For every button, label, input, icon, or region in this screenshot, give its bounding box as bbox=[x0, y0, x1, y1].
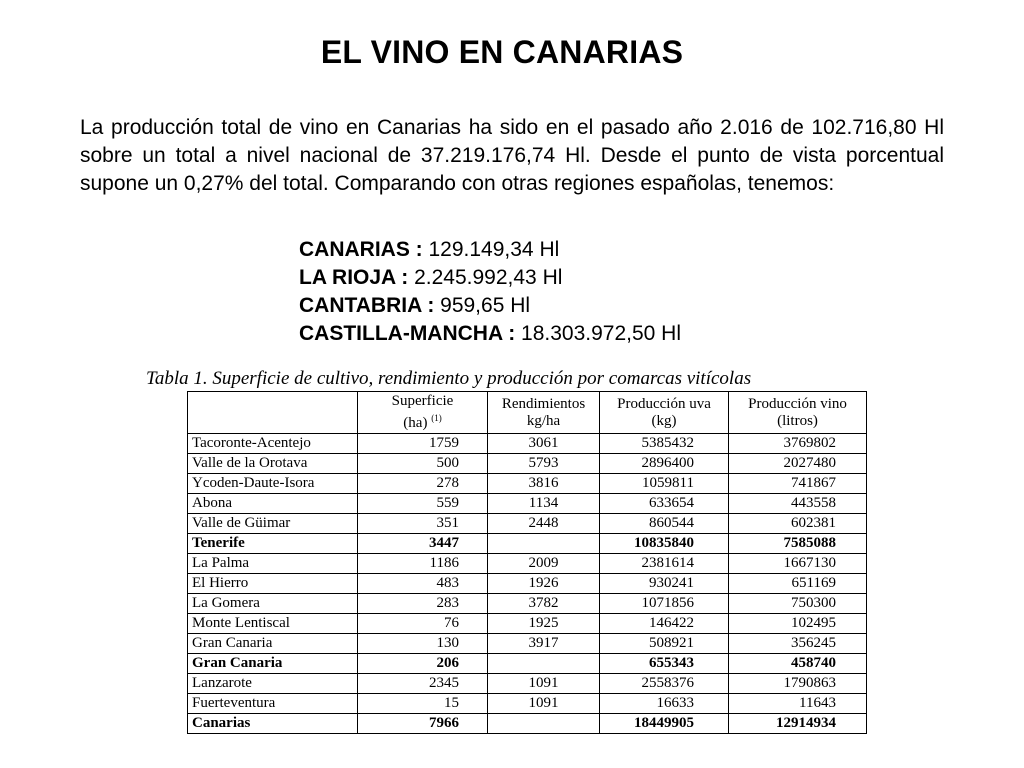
wine-table bbox=[187, 391, 867, 734]
table-row bbox=[188, 574, 867, 594]
cell-produccion-vino: 1667130 bbox=[729, 554, 867, 574]
cell-produccion-uva: 633654 bbox=[600, 494, 729, 514]
cell-superficie: 206 bbox=[358, 654, 488, 674]
cell-comarca: Valle de la Orotava bbox=[188, 454, 358, 474]
cell-comarca: El Hierro bbox=[188, 574, 358, 594]
cell-produccion-vino: 356245 bbox=[729, 634, 867, 654]
region-value: 2.245.992,43 Hl bbox=[408, 266, 563, 289]
cell-superficie: 7966 bbox=[358, 714, 488, 734]
region-name: CANARIAS : bbox=[299, 238, 423, 261]
region-value: 129.149,34 Hl bbox=[422, 238, 560, 261]
cell-comarca: Canarias bbox=[188, 714, 358, 734]
cell-produccion-uva: 5385432 bbox=[600, 434, 729, 454]
cell-superficie: 351 bbox=[358, 514, 488, 534]
cell-produccion-uva: 930241 bbox=[600, 574, 729, 594]
cell-comarca: Valle de Güimar bbox=[188, 514, 358, 534]
header-rendimientos: Rendimientos kg/ha bbox=[488, 392, 600, 434]
cell-produccion-uva: 1071856 bbox=[600, 594, 729, 614]
cell-produccion-uva: 146422 bbox=[600, 614, 729, 634]
region-name: LA RIOJA : bbox=[299, 266, 409, 289]
cell-superficie: 2345 bbox=[358, 674, 488, 694]
cell-produccion-vino: 741867 bbox=[729, 474, 867, 494]
table-row bbox=[188, 674, 867, 694]
region-name: CANTABRIA : bbox=[299, 294, 435, 317]
cell-superficie: 483 bbox=[358, 574, 488, 594]
region-value: 18.303.972,50 Hl bbox=[515, 322, 681, 345]
region-item bbox=[299, 292, 681, 320]
cell-comarca: Ycoden-Daute-Isora bbox=[188, 474, 358, 494]
footnote-mark: (1) bbox=[431, 413, 442, 423]
cell-comarca: Gran Canaria bbox=[188, 654, 358, 674]
intro-paragraph: La producción total de vino en Canarias ha sido en el pasado año 2.016 de 102.716,80 Hl sobre un total a nivel nacional de 37.219.176,74 Hl. Desde el punto de vista porcentual supone un 0,27% del total. Comparando con otras regiones españolas, tenemos: bbox=[80, 116, 944, 195]
table-row bbox=[188, 634, 867, 654]
cell-superficie: 15 bbox=[358, 694, 488, 714]
cell-produccion-vino: 458740 bbox=[729, 654, 867, 674]
cell-produccion-vino: 2027480 bbox=[729, 454, 867, 474]
cell-produccion-uva: 2896400 bbox=[600, 454, 729, 474]
header-superficie: Superficie (ha) $^{(1)}$ bbox=[358, 392, 488, 434]
cell-rendimiento: 1134 bbox=[488, 494, 600, 514]
table-row bbox=[188, 614, 867, 634]
cell-comarca: La Gomera bbox=[188, 594, 358, 614]
cell-produccion-vino: 7585088 bbox=[729, 534, 867, 554]
cell-produccion-vino: 443558 bbox=[729, 494, 867, 514]
cell-produccion-uva: 860544 bbox=[600, 514, 729, 534]
region-item bbox=[299, 236, 681, 264]
cell-rendimiento: 3816 bbox=[488, 474, 600, 494]
table-caption: Tabla 1. Superficie de cultivo, rendimiento y producción por comarcas vitícolas bbox=[146, 368, 752, 389]
cell-produccion-vino: 602381 bbox=[729, 514, 867, 534]
region-name: CASTILLA-MANCHA : bbox=[299, 322, 516, 345]
cell-superficie: 500 bbox=[358, 454, 488, 474]
table-row bbox=[188, 454, 867, 474]
cell-superficie: 76 bbox=[358, 614, 488, 634]
cell-superficie: 1759 bbox=[358, 434, 488, 454]
cell-produccion-vino: 750300 bbox=[729, 594, 867, 614]
region-value: 959,65 Hl bbox=[434, 294, 531, 317]
cell-rendimiento: 2009 bbox=[488, 554, 600, 574]
cell-produccion-vino: 3769802 bbox=[729, 434, 867, 454]
header-comarca bbox=[188, 392, 358, 434]
cell-rendimiento: 1091 bbox=[488, 674, 600, 694]
table-row bbox=[188, 714, 867, 734]
cell-rendimiento: 5793 bbox=[488, 454, 600, 474]
cell-comarca: Fuerteventura bbox=[188, 694, 358, 714]
table-row bbox=[188, 494, 867, 514]
table-header-row bbox=[188, 392, 867, 434]
cell-comarca: La Palma bbox=[188, 554, 358, 574]
cell-comarca: Monte Lentiscal bbox=[188, 614, 358, 634]
cell-rendimiento: 2448 bbox=[488, 514, 600, 534]
cell-rendimiento: 1925 bbox=[488, 614, 600, 634]
cell-produccion-vino: 11643 bbox=[729, 694, 867, 714]
cell-rendimiento: 3061 bbox=[488, 434, 600, 454]
region-item bbox=[299, 264, 681, 292]
cell-superficie: 130 bbox=[358, 634, 488, 654]
cell-comarca: Tacoronte-Acentejo bbox=[188, 434, 358, 454]
cell-rendimiento bbox=[488, 654, 600, 674]
cell-superficie: 283 bbox=[358, 594, 488, 614]
table-row bbox=[188, 694, 867, 714]
cell-comarca: Tenerife bbox=[188, 534, 358, 554]
cell-produccion-uva: 2381614 bbox=[600, 554, 729, 574]
table-row bbox=[188, 534, 867, 554]
cell-produccion-vino: 12914934 bbox=[729, 714, 867, 734]
cell-produccion-uva: 2558376 bbox=[600, 674, 729, 694]
cell-produccion-uva: 16633 bbox=[600, 694, 729, 714]
cell-comarca: Gran Canaria bbox=[188, 634, 358, 654]
cell-superficie: 3447 bbox=[358, 534, 488, 554]
cell-produccion-uva: 18449905 bbox=[600, 714, 729, 734]
header-produccion-uva: Producción uva (kg) bbox=[600, 392, 729, 434]
cell-produccion-uva: 1059811 bbox=[600, 474, 729, 494]
cell-rendimiento bbox=[488, 534, 600, 554]
cell-produccion-vino: 651169 bbox=[729, 574, 867, 594]
cell-comarca: Abona bbox=[188, 494, 358, 514]
table-row bbox=[188, 474, 867, 494]
cell-produccion-uva: 655343 bbox=[600, 654, 729, 674]
cell-rendimiento: 3917 bbox=[488, 634, 600, 654]
table-row bbox=[188, 594, 867, 614]
cell-superficie: 278 bbox=[358, 474, 488, 494]
cell-rendimiento: 1926 bbox=[488, 574, 600, 594]
cell-rendimiento bbox=[488, 714, 600, 734]
table-row bbox=[188, 554, 867, 574]
cell-comarca: Lanzarote bbox=[188, 674, 358, 694]
region-item bbox=[299, 320, 681, 348]
header-produccion-vino: Producción vino (litros) bbox=[729, 392, 867, 434]
cell-produccion-uva: 508921 bbox=[600, 634, 729, 654]
cell-produccion-uva: 10835840 bbox=[600, 534, 729, 554]
cell-superficie: 1186 bbox=[358, 554, 488, 574]
cell-rendimiento: 1091 bbox=[488, 694, 600, 714]
cell-produccion-vino: 102495 bbox=[729, 614, 867, 634]
cell-superficie: 559 bbox=[358, 494, 488, 514]
table-row bbox=[188, 434, 867, 454]
cell-rendimiento: 3782 bbox=[488, 594, 600, 614]
table-row bbox=[188, 654, 867, 674]
regions-list bbox=[299, 236, 681, 348]
cell-produccion-vino: 1790863 bbox=[729, 674, 867, 694]
table-row bbox=[188, 514, 867, 534]
page-title: EL VINO EN CANARIAS bbox=[320, 34, 684, 70]
